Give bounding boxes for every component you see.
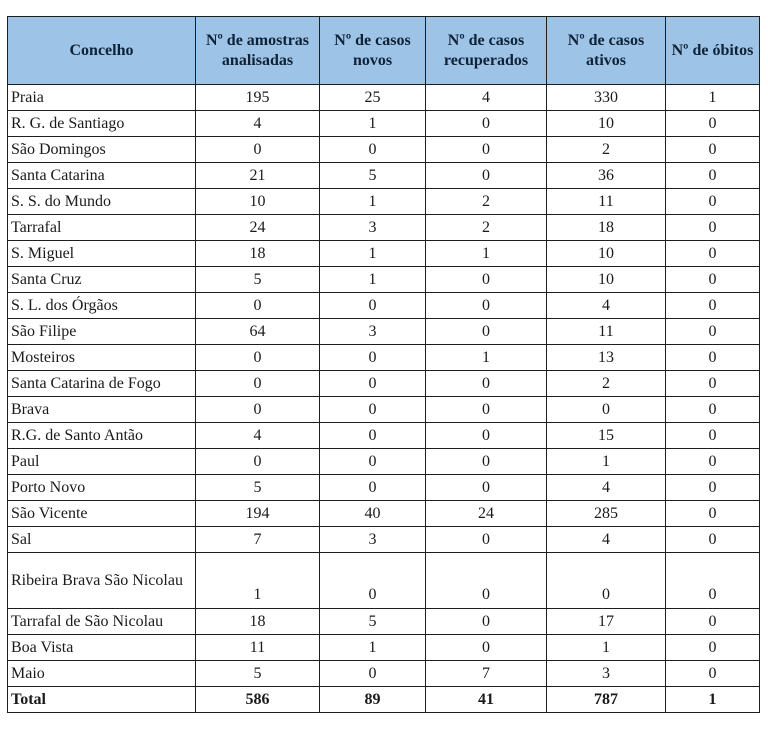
cell-concelho: R. G. de Santiago (8, 111, 196, 137)
cell-obitos: 0 (666, 501, 760, 527)
cell-casos-novos: 1 (320, 111, 426, 137)
cell-ativos: 10 (547, 241, 666, 267)
cell-recuperados: 0 (426, 553, 547, 609)
cell-concelho: Sal (8, 527, 196, 553)
table-row (8, 189, 760, 215)
cell-ativos: 17 (547, 609, 666, 635)
cell-ativos: 18 (547, 215, 666, 241)
cell-amostras: 64 (196, 319, 320, 345)
cell-casos-novos: 0 (320, 293, 426, 319)
cell-amostras: 21 (196, 163, 320, 189)
cell-recuperados: 0 (426, 635, 547, 661)
cell-amostras: 195 (196, 85, 320, 111)
table-body (8, 85, 760, 713)
cell-obitos: 0 (666, 137, 760, 163)
cell-recuperados: 0 (426, 397, 547, 423)
cell-amostras: 586 (196, 687, 320, 713)
cell-obitos: 0 (666, 527, 760, 553)
cell-amostras: 18 (196, 241, 320, 267)
cell-concelho: São Filipe (8, 319, 196, 345)
cell-casos-novos: 0 (320, 345, 426, 371)
cell-casos-novos: 1 (320, 189, 426, 215)
cell-ativos: 1 (547, 449, 666, 475)
cell-ativos: 1 (547, 635, 666, 661)
table-row (8, 635, 760, 661)
cell-obitos: 0 (666, 449, 760, 475)
cell-recuperados: 0 (426, 293, 547, 319)
table-row (8, 319, 760, 345)
cell-ativos: 787 (547, 687, 666, 713)
total-row (8, 687, 760, 713)
cell-recuperados: 2 (426, 189, 547, 215)
table-row (8, 345, 760, 371)
cell-concelho: São Vicente (8, 501, 196, 527)
cell-casos-novos: 0 (320, 449, 426, 475)
cell-concelho: Total (8, 687, 196, 713)
cell-casos-novos: 1 (320, 635, 426, 661)
cell-amostras: 5 (196, 475, 320, 501)
cell-casos-novos: 89 (320, 687, 426, 713)
cell-concelho: Mosteiros (8, 345, 196, 371)
cell-casos-novos: 0 (320, 371, 426, 397)
cell-concelho: Brava (8, 397, 196, 423)
cell-casos-novos: 0 (320, 397, 426, 423)
cell-ativos: 2 (547, 137, 666, 163)
cell-amostras: 1 (196, 553, 320, 609)
table-row (8, 163, 760, 189)
cell-concelho: Ribeira Brava São Nicolau (8, 553, 196, 609)
cell-concelho: S. L. dos Órgãos (8, 293, 196, 319)
cell-obitos: 1 (666, 85, 760, 111)
cell-obitos: 0 (666, 111, 760, 137)
table-row (8, 241, 760, 267)
cell-casos-novos: 3 (320, 527, 426, 553)
header-obitos: Nº de óbitos (666, 17, 760, 85)
cell-ativos: 3 (547, 661, 666, 687)
cell-amostras: 0 (196, 449, 320, 475)
covid-cases-table (7, 16, 760, 713)
cell-concelho: Porto Novo (8, 475, 196, 501)
table-row (8, 449, 760, 475)
cell-concelho: Santa Catarina de Fogo (8, 371, 196, 397)
cell-recuperados: 1 (426, 345, 547, 371)
cell-recuperados: 0 (426, 111, 547, 137)
cell-ativos: 2 (547, 371, 666, 397)
cell-ativos: 4 (547, 475, 666, 501)
cell-concelho: Paul (8, 449, 196, 475)
cell-obitos: 1 (666, 687, 760, 713)
cell-obitos: 0 (666, 189, 760, 215)
cell-amostras: 7 (196, 527, 320, 553)
cell-casos-novos: 0 (320, 423, 426, 449)
table-row (8, 215, 760, 241)
cell-concelho: Santa Catarina (8, 163, 196, 189)
table-row (8, 423, 760, 449)
cell-amostras: 18 (196, 609, 320, 635)
cell-ativos: 13 (547, 345, 666, 371)
table-row (8, 475, 760, 501)
cell-ativos: 4 (547, 293, 666, 319)
cell-recuperados: 0 (426, 423, 547, 449)
header-casos-recuperados: Nº de casos recuperados (426, 17, 547, 85)
cell-obitos: 0 (666, 215, 760, 241)
cell-amostras: 0 (196, 345, 320, 371)
cell-concelho: S. Miguel (8, 241, 196, 267)
table-row (8, 661, 760, 687)
cell-amostras: 0 (196, 137, 320, 163)
cell-ativos: 330 (547, 85, 666, 111)
cell-recuperados: 7 (426, 661, 547, 687)
cell-amostras: 5 (196, 661, 320, 687)
cell-recuperados: 0 (426, 163, 547, 189)
cell-casos-novos: 0 (320, 475, 426, 501)
cell-concelho: R.G. de Santo Antão (8, 423, 196, 449)
cell-recuperados: 0 (426, 319, 547, 345)
cell-recuperados: 0 (426, 267, 547, 293)
cell-obitos: 0 (666, 267, 760, 293)
table-row (8, 553, 760, 609)
cell-recuperados: 0 (426, 475, 547, 501)
cell-amostras: 194 (196, 501, 320, 527)
cell-amostras: 4 (196, 423, 320, 449)
cell-ativos: 11 (547, 189, 666, 215)
cell-recuperados: 2 (426, 215, 547, 241)
cell-casos-novos: 3 (320, 215, 426, 241)
cell-ativos: 36 (547, 163, 666, 189)
cell-ativos: 11 (547, 319, 666, 345)
cell-casos-novos: 0 (320, 661, 426, 687)
table-row (8, 137, 760, 163)
cell-obitos: 0 (666, 609, 760, 635)
cell-recuperados: 0 (426, 449, 547, 475)
cell-amostras: 10 (196, 189, 320, 215)
cell-ativos: 10 (547, 267, 666, 293)
cell-obitos: 0 (666, 371, 760, 397)
cell-casos-novos: 0 (320, 553, 426, 609)
table-row (8, 371, 760, 397)
header-amostras-analisadas: Nº de amostras analisadas (196, 17, 320, 85)
cell-concelho: Santa Cruz (8, 267, 196, 293)
cell-concelho: Tarrafal (8, 215, 196, 241)
table-header-row (8, 17, 760, 85)
cell-amostras: 24 (196, 215, 320, 241)
cell-recuperados: 24 (426, 501, 547, 527)
cell-obitos: 0 (666, 241, 760, 267)
cell-concelho: São Domingos (8, 137, 196, 163)
table-row (8, 609, 760, 635)
cell-recuperados: 41 (426, 687, 547, 713)
cell-casos-novos: 5 (320, 609, 426, 635)
cell-obitos: 0 (666, 661, 760, 687)
cell-recuperados: 0 (426, 609, 547, 635)
cell-recuperados: 0 (426, 371, 547, 397)
header-concelho: Concelho (8, 17, 196, 85)
cell-ativos: 285 (547, 501, 666, 527)
cell-ativos: 4 (547, 527, 666, 553)
cell-ativos: 0 (547, 397, 666, 423)
cell-recuperados: 0 (426, 527, 547, 553)
cell-concelho: Tarrafal de São Nicolau (8, 609, 196, 635)
cell-casos-novos: 3 (320, 319, 426, 345)
cell-casos-novos: 0 (320, 137, 426, 163)
cell-obitos: 0 (666, 553, 760, 609)
table-row (8, 85, 760, 111)
table-row (8, 397, 760, 423)
cell-amostras: 11 (196, 635, 320, 661)
cell-obitos: 0 (666, 475, 760, 501)
table-row (8, 501, 760, 527)
header-casos-ativos: Nº de casos ativos (547, 17, 666, 85)
cell-casos-novos: 40 (320, 501, 426, 527)
cell-ativos: 10 (547, 111, 666, 137)
cell-amostras: 4 (196, 111, 320, 137)
cell-obitos: 0 (666, 345, 760, 371)
cell-ativos: 0 (547, 553, 666, 609)
cell-obitos: 0 (666, 635, 760, 661)
cell-amostras: 0 (196, 371, 320, 397)
cell-casos-novos: 25 (320, 85, 426, 111)
cell-concelho: Praia (8, 85, 196, 111)
table-row (8, 293, 760, 319)
cell-casos-novos: 1 (320, 241, 426, 267)
cell-amostras: 0 (196, 397, 320, 423)
cell-concelho: S. S. do Mundo (8, 189, 196, 215)
cell-casos-novos: 5 (320, 163, 426, 189)
cell-obitos: 0 (666, 397, 760, 423)
table-row (8, 111, 760, 137)
cell-obitos: 0 (666, 423, 760, 449)
cell-casos-novos: 1 (320, 267, 426, 293)
table-row (8, 267, 760, 293)
cell-ativos: 15 (547, 423, 666, 449)
table-row (8, 527, 760, 553)
cell-obitos: 0 (666, 319, 760, 345)
cell-amostras: 5 (196, 267, 320, 293)
cell-recuperados: 4 (426, 85, 547, 111)
cell-concelho: Maio (8, 661, 196, 687)
cell-amostras: 0 (196, 293, 320, 319)
covid-table-container (7, 16, 760, 713)
cell-recuperados: 1 (426, 241, 547, 267)
cell-concelho: Boa Vista (8, 635, 196, 661)
cell-obitos: 0 (666, 163, 760, 189)
cell-obitos: 0 (666, 293, 760, 319)
cell-recuperados: 0 (426, 137, 547, 163)
header-casos-novos: Nº de casos novos (320, 17, 426, 85)
